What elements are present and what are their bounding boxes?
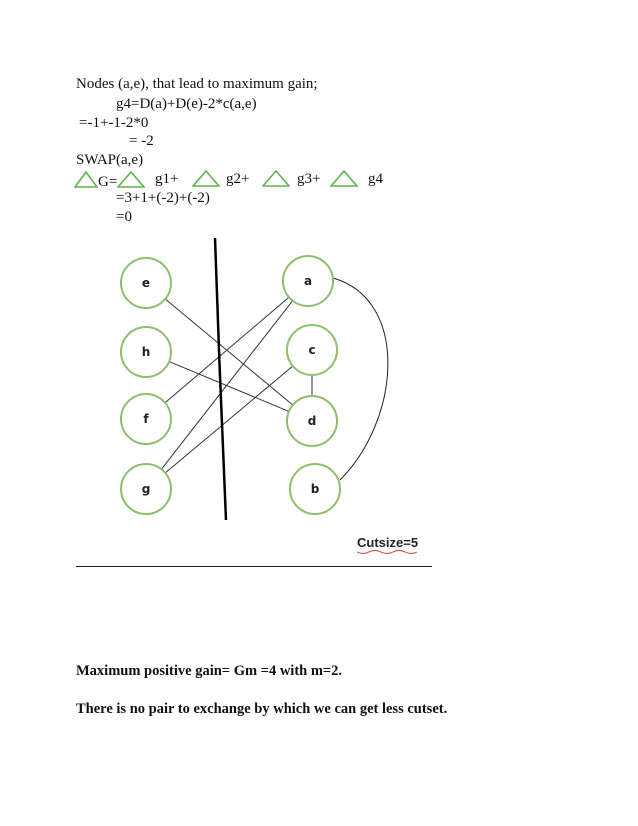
horizontal-separator xyxy=(76,566,432,567)
gain-g3: g3+ xyxy=(297,171,321,187)
edge-g-a xyxy=(161,301,292,470)
text-line-swap: SWAP(a,e) xyxy=(76,152,144,168)
text-line-gain-result: =0 xyxy=(116,209,132,225)
edge-a-b xyxy=(333,278,388,480)
gain-g2: g2+ xyxy=(226,171,250,187)
node-label-a: a xyxy=(303,274,313,288)
node-label-c: c xyxy=(308,343,316,357)
cutsize-label: Cutsize=5 xyxy=(357,535,419,550)
graph-nodes xyxy=(121,256,340,514)
partition-cut-line xyxy=(215,238,226,520)
text-line-g4-formula: g4=D(a)+D(e)-2*c(a,e) xyxy=(116,96,257,112)
text-line-g4-result: = -2 xyxy=(129,133,154,149)
node-label-g: g xyxy=(141,482,151,496)
gain-total-label: G= xyxy=(98,174,118,190)
node-label-h: h xyxy=(141,345,151,359)
conclusion-no-pair: There is no pair to exchange by which we can get less cutset. xyxy=(76,701,448,717)
cutsize-underline xyxy=(357,551,417,554)
text-line-nodes: Nodes (a,e), that lead to maximum gain; xyxy=(76,76,318,92)
text-line-gain-substitution: =3+1+(-2)+(-2) xyxy=(116,190,210,206)
gain-g1: g1+ xyxy=(155,171,179,187)
node-label-d: d xyxy=(307,414,317,428)
text-line-g4-substitution: =-1+-1-2*0 xyxy=(79,115,149,131)
node-label-b: b xyxy=(310,482,320,496)
conclusion-max-gain: Maximum positive gain= Gm =4 with m=2. xyxy=(76,663,343,679)
node-label-f: f xyxy=(143,412,149,426)
gain-g4: g4 xyxy=(368,171,383,187)
edge-e-d xyxy=(165,299,293,405)
node-label-e: e xyxy=(141,276,151,290)
graph-edges xyxy=(161,297,312,473)
